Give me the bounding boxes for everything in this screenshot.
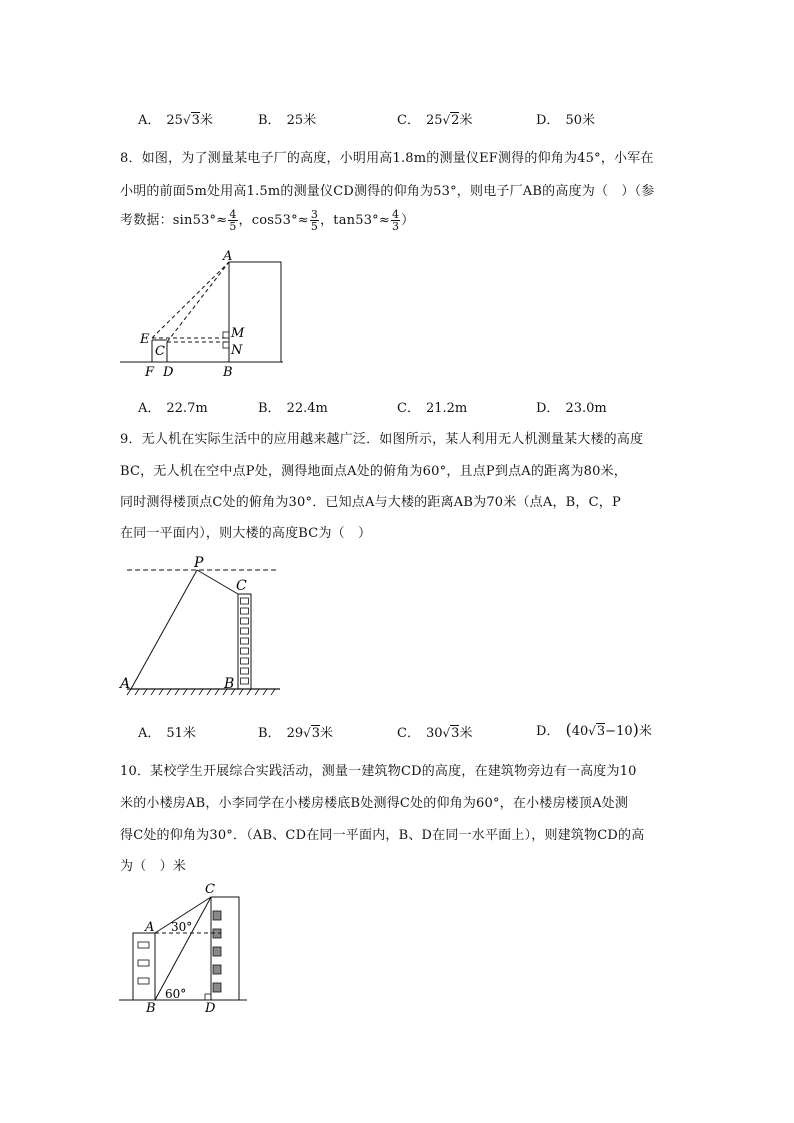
q10-label-b: B: [146, 1001, 156, 1015]
q9-label-p: P: [194, 555, 204, 571]
q9-line2: BC，无人机在空中点P处，测得地面点A处的俯角为60°，且点P到点A的距离为80米，: [120, 464, 627, 479]
q9-line4: 在同一平面内），则大楼的高度BC为（ ）: [120, 526, 372, 541]
q10-label-30: 30°: [171, 920, 193, 934]
q8-option-b: B． 22.4m: [258, 401, 328, 416]
q8-line2: 小明的前面5m处用高1.5m的测量仪CD测得的仰角为53°，则电子厂AB的高度为（ ）（参: [120, 184, 655, 199]
q8-line3: 考数据：sin53°≈ $\frac{4}{5}$ ，cos53°≈ $\frac{3}{5}$ ，tan53°≈ $\frac{4}{3}$ ）: [120, 208, 415, 233]
q9-option-d: D． (40√3−10)米: [536, 720, 652, 739]
q7-option-d: D． 50米: [536, 113, 595, 128]
q10-line2: 米的小楼房AB，小李同学在小楼房楼底B处测得C处的仰角为60°，在小楼房楼顶A处测: [120, 796, 629, 811]
q10-line3: 得C处的仰角为30°．（AB、CD在同一平面内，B、D在同一水平面上），则建筑物CD的高: [120, 828, 645, 843]
q8-option-c: C． 21.2m: [397, 401, 468, 416]
q7-option-b: B． 25米: [258, 113, 317, 128]
q8-label-a: A: [223, 249, 233, 264]
q8-label-m: M: [231, 326, 245, 341]
q7-option-c: C． 25√2米: [397, 113, 473, 128]
q10-label-c: C: [205, 882, 215, 897]
q9-line1: 9．无人机在实际生活中的应用越来越广泛．如图所示，某人利用无人机测量某大楼的高度: [120, 432, 644, 447]
q9-label-a: A: [120, 676, 131, 692]
q10-label-60: 60°: [165, 987, 187, 1001]
q8-label-f: F: [145, 365, 155, 380]
q10-label-d: D: [205, 1001, 216, 1015]
q10-line4: 为（ ）米: [120, 859, 187, 874]
q9-option-a: A． 51米: [138, 726, 196, 741]
q8-option-d: D． 23.0m: [536, 401, 607, 416]
q10-label-a: A: [145, 920, 155, 935]
q8-label-b: B: [223, 365, 233, 380]
q9-label-b: B: [224, 676, 235, 692]
q8-label-e: E: [140, 332, 150, 347]
q10-figure: [115, 880, 250, 1015]
q8-option-a: A． 22.7m: [138, 401, 208, 416]
q9-line3: 同时测得楼顶点C处的俯角为30°．已知点A与大楼的距离AB为70米（点A，B，C，P: [120, 495, 621, 510]
q9-label-c: C: [236, 578, 247, 594]
q8-line1: 8．如图，为了测量某电子厂的高度，小明用高1.8m的测量仪EF测得的仰角为45°，小军在: [120, 151, 654, 166]
q8-label-c: C: [155, 344, 165, 359]
q9-figure: [115, 552, 290, 700]
q9-option-c: C． 30√3米: [397, 726, 473, 741]
q10-line1: 10．某校学生开展综合实践活动，测量一建筑物CD的高度，在建筑物旁边有一高度为10: [120, 764, 637, 779]
q8-label-n: N: [231, 343, 243, 358]
q8-label-d: D: [163, 365, 174, 380]
q8-figure: [115, 245, 290, 380]
q7-option-a: A． 25√3米: [138, 113, 213, 128]
q9-option-b: B． 29√3米: [258, 726, 334, 741]
